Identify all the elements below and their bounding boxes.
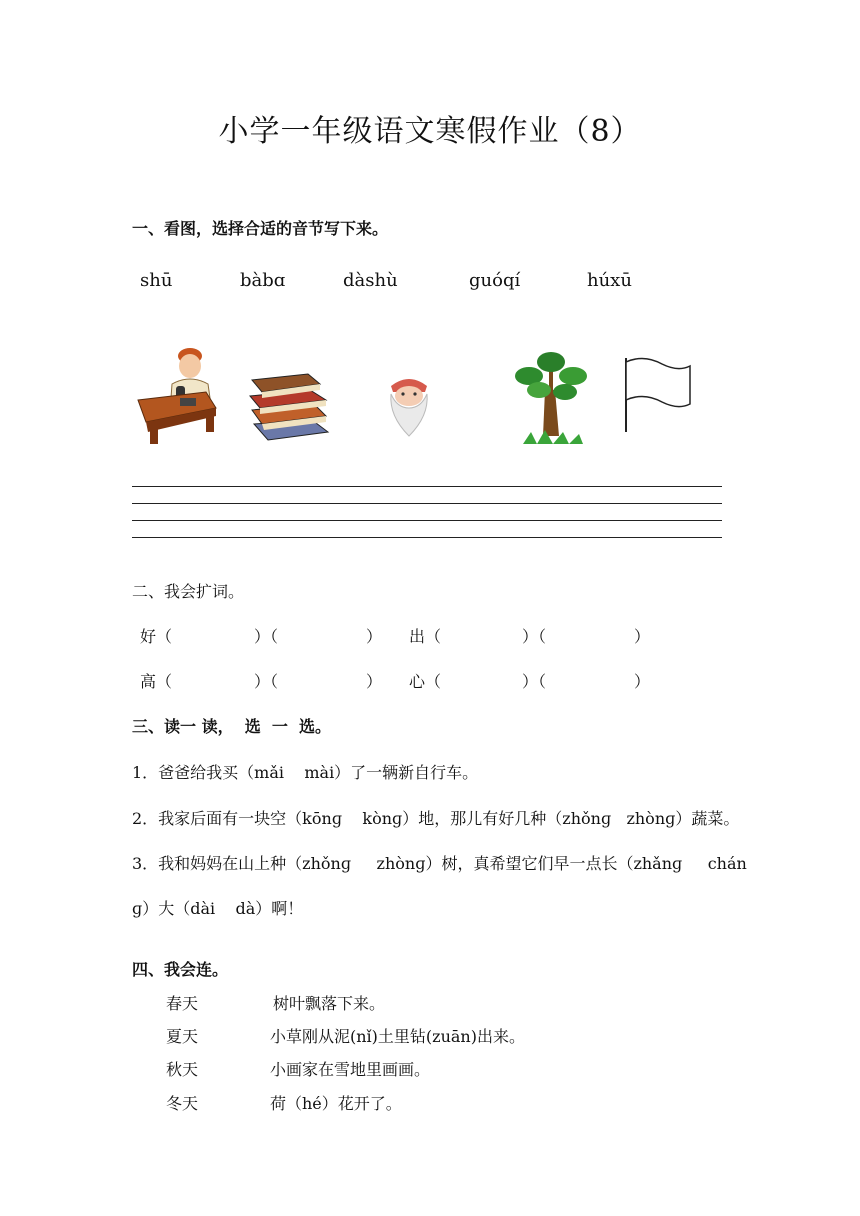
expand-word-blank: ）（ — [522, 627, 547, 646]
expand-word-blank: ） — [366, 627, 383, 646]
expand-word-char: 好（ — [140, 627, 173, 646]
stack-of-books-picture — [248, 370, 332, 444]
writing-line — [132, 486, 722, 487]
season-label: 秋天 — [166, 1060, 199, 1079]
bearded-old-man-picture — [385, 372, 433, 438]
page-title: 小学一年级语文寒假作业（8） — [218, 114, 642, 149]
expand-word-blank: ）（ — [254, 672, 279, 691]
expand-word-blank: ）（ — [254, 627, 279, 646]
expand-word-char: 出（ — [409, 627, 442, 646]
question-3-line2: ɡ）大（dài dà）啊！ — [132, 899, 304, 918]
season-label: 夏天 — [166, 1027, 199, 1046]
writing-line — [132, 520, 722, 521]
pinyin-option: dàshù — [343, 270, 398, 291]
question-3-line1: 3．我和妈妈在山上种（zhǒnɡ zhònɡ）树，真希望它们早一点长（zhǎnɡ chán — [132, 854, 747, 873]
section3-heading: 三、读一 读， 选 一 选。 — [132, 717, 331, 736]
season-phrase: 小画家在雪地里画画。 — [270, 1060, 431, 1079]
expand-word-char: 心（ — [409, 672, 442, 691]
season-phrase: 树叶飘落下来。 — [273, 994, 386, 1013]
expand-word-blank: ） — [634, 672, 651, 691]
section1-heading: 一、看图，选择合适的音节写下来。 — [132, 219, 389, 238]
pinyin-option: húxū — [587, 270, 632, 291]
pinyin-option: bàbɑ — [240, 270, 286, 291]
pinyin-option: shū — [140, 270, 173, 291]
section2-heading: 二、我会扩词。 — [132, 582, 245, 601]
expand-word-blank: ）（ — [522, 672, 547, 691]
writing-line — [132, 503, 722, 504]
pinyin-option: guóqí — [469, 270, 521, 291]
question-1: 1．爸爸给我买（mǎi mài）了一辆新自行车。 — [132, 763, 479, 782]
expand-word-blank: ） — [366, 672, 383, 691]
flag-picture — [622, 356, 696, 436]
season-phrase: 荷（hé）花开了。 — [270, 1094, 402, 1113]
season-label: 冬天 — [166, 1094, 199, 1113]
tree-picture — [509, 350, 593, 446]
section4-heading: 四、我会连。 — [132, 960, 229, 979]
expand-word-char: 高（ — [140, 672, 173, 691]
father-on-phone-picture — [136, 342, 228, 446]
question-2: 2．我家后面有一块空（kōnɡ kònɡ）地，那儿有好几种（zhǒnɡ zhònɡ）蔬菜。 — [132, 809, 740, 828]
expand-word-blank: ） — [634, 627, 651, 646]
season-label: 春天 — [166, 994, 199, 1013]
writing-line — [132, 537, 722, 538]
season-phrase: 小草刚从泥(nǐ)土里钻(zuān)出来。 — [270, 1027, 525, 1046]
